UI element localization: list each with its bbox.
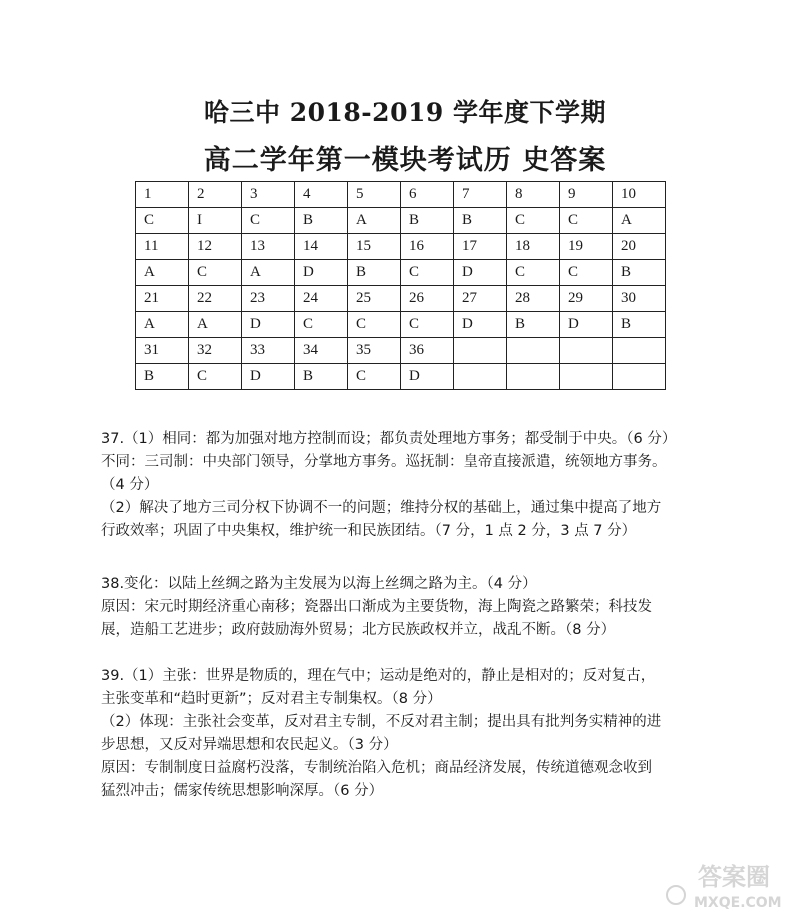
table-cell: 1	[136, 182, 189, 208]
table-cell: D	[454, 312, 507, 338]
table-cell: B	[401, 208, 454, 234]
table-cell: I	[189, 208, 242, 234]
q37-line: 37.（1）相同：都为加强对地方控制而设；都负责处理地方事务；都受制于中央。（6 分）	[101, 431, 677, 447]
table-cell: B	[295, 364, 348, 390]
table-cell: B	[613, 260, 666, 286]
table-cell: B	[613, 312, 666, 338]
q38-line: 38.变化：以陆上丝绸之路为主发展为以海上丝绸之路为主。（4 分）	[101, 576, 537, 592]
table-cell: 34	[295, 338, 348, 364]
table-cell: A	[242, 260, 295, 286]
table-cell: 20	[613, 234, 666, 260]
table-cell: 14	[295, 234, 348, 260]
q39-line: 39.（1）主张：世界是物质的，理在气中；运动是绝对的，静止是相对的；反对复古，	[101, 668, 656, 684]
table-cell: A	[136, 260, 189, 286]
table-cell: 11	[136, 234, 189, 260]
table-cell: 4	[295, 182, 348, 208]
table-cell	[560, 338, 613, 364]
table-cell: 21	[136, 286, 189, 312]
table-cell: A	[189, 312, 242, 338]
question-38-answer	[101, 573, 721, 642]
table-row	[136, 182, 666, 208]
table-cell: C	[401, 312, 454, 338]
table-cell: 30	[613, 286, 666, 312]
table-cell: 24	[295, 286, 348, 312]
table-cell: C	[401, 260, 454, 286]
table-cell: C	[295, 312, 348, 338]
table-cell	[507, 364, 560, 390]
table-cell: 3	[242, 182, 295, 208]
table-cell: C	[348, 364, 401, 390]
table-cell: 27	[454, 286, 507, 312]
table-cell: D	[295, 260, 348, 286]
table-cell: 26	[401, 286, 454, 312]
table-cell: 15	[348, 234, 401, 260]
table-cell	[454, 338, 507, 364]
table-cell: D	[242, 364, 295, 390]
table-cell: 10	[613, 182, 666, 208]
question-37-answer	[101, 428, 721, 543]
q39-line: 步思想，又反对异端思想和农民起义。（3 分）	[101, 737, 398, 753]
q38-line: 原因：宋元时期经济重心南移；瓷器出口渐成为主要货物，海上陶瓷之路繁荣；科技发	[101, 599, 652, 615]
table-cell: 22	[189, 286, 242, 312]
table-cell: A	[136, 312, 189, 338]
table-cell: B	[295, 208, 348, 234]
q39-line: 猛烈冲击；儒家传统思想影响深厚。（6 分）	[101, 783, 384, 799]
table-cell	[507, 338, 560, 364]
watermark-logo	[664, 855, 804, 911]
table-cell: 18	[507, 234, 560, 260]
q39-line: 主张变革和“趋时更新”；反对君主专制集权。（8 分）	[101, 691, 442, 707]
watermark-text: 答案圈	[698, 863, 770, 891]
table-cell: D	[242, 312, 295, 338]
watermark-url: MXQE.COM	[694, 895, 782, 911]
table-cell: 25	[348, 286, 401, 312]
q37-line: 不同：三司制：中央部门领导，分掌地方事务。巡抚制：皇帝直接派遣，统领地方事务。	[101, 454, 667, 470]
table-cell: B	[348, 260, 401, 286]
table-cell: 5	[348, 182, 401, 208]
table-cell	[613, 364, 666, 390]
table-cell: 6	[401, 182, 454, 208]
table-row	[136, 234, 666, 260]
table-cell: C	[560, 208, 613, 234]
table-cell: C	[348, 312, 401, 338]
table-cell: A	[348, 208, 401, 234]
table-cell: 23	[242, 286, 295, 312]
table-cell: 16	[401, 234, 454, 260]
table-cell: 2	[189, 182, 242, 208]
q38-line: 展，造船工艺进步；政府鼓励海外贸易；北方民族政权并立，战乱不断。（8 分）	[101, 622, 616, 638]
table-cell	[454, 364, 507, 390]
table-cell: C	[242, 208, 295, 234]
table-cell: 28	[507, 286, 560, 312]
table-cell	[613, 338, 666, 364]
q39-line: （2）体现：主张社会变革，反对君主专制，不反对君主制；提出具有批判务实精神的进	[101, 714, 662, 730]
table-cell: C	[189, 260, 242, 286]
table-cell: 29	[560, 286, 613, 312]
table-cell: 19	[560, 234, 613, 260]
q37-line: （4 分）	[101, 477, 159, 493]
table-row	[136, 338, 666, 364]
table-cell: 31	[136, 338, 189, 364]
table-cell: C	[560, 260, 613, 286]
table-cell: B	[136, 364, 189, 390]
table-cell: A	[613, 208, 666, 234]
table-cell: C	[189, 364, 242, 390]
table-cell: 32	[189, 338, 242, 364]
q37-line: （2）解决了地方三司分权下协调不一的问题；维持分权的基础上，通过集中提高了地方	[101, 500, 662, 516]
table-cell: B	[507, 312, 560, 338]
answer-table	[135, 181, 666, 390]
table-cell: 9	[560, 182, 613, 208]
table-row	[136, 260, 666, 286]
question-39-answer	[101, 665, 721, 803]
table-cell: 33	[242, 338, 295, 364]
table-row	[136, 286, 666, 312]
table-cell: C	[507, 208, 560, 234]
table-cell: 36	[401, 338, 454, 364]
q39-line: 原因：专制制度日益腐朽没落，专制统治陷入危机；商品经济发展，传统道德观念收到	[101, 760, 652, 776]
table-cell: D	[401, 364, 454, 390]
table-cell: C	[136, 208, 189, 234]
page-title-line2: 高二学年第一模块考试历 史答案	[203, 145, 607, 176]
table-cell: 17	[454, 234, 507, 260]
page-title-line1: 哈三中 2018-2019 学年度下学期	[204, 98, 606, 127]
table-cell: C	[507, 260, 560, 286]
table-cell: 35	[348, 338, 401, 364]
q37-line: 行政效率；巩固了中央集权，维护统一和民族团结。（7 分，1 点 2 分，3 点 7 分）	[101, 523, 637, 539]
table-cell: 8	[507, 182, 560, 208]
table-cell: D	[454, 260, 507, 286]
table-cell	[560, 364, 613, 390]
table-cell: D	[560, 312, 613, 338]
table-cell: 12	[189, 234, 242, 260]
table-cell: B	[454, 208, 507, 234]
table-cell: 13	[242, 234, 295, 260]
table-row	[136, 312, 666, 338]
table-row	[136, 364, 666, 390]
table-row	[136, 208, 666, 234]
table-cell: 7	[454, 182, 507, 208]
